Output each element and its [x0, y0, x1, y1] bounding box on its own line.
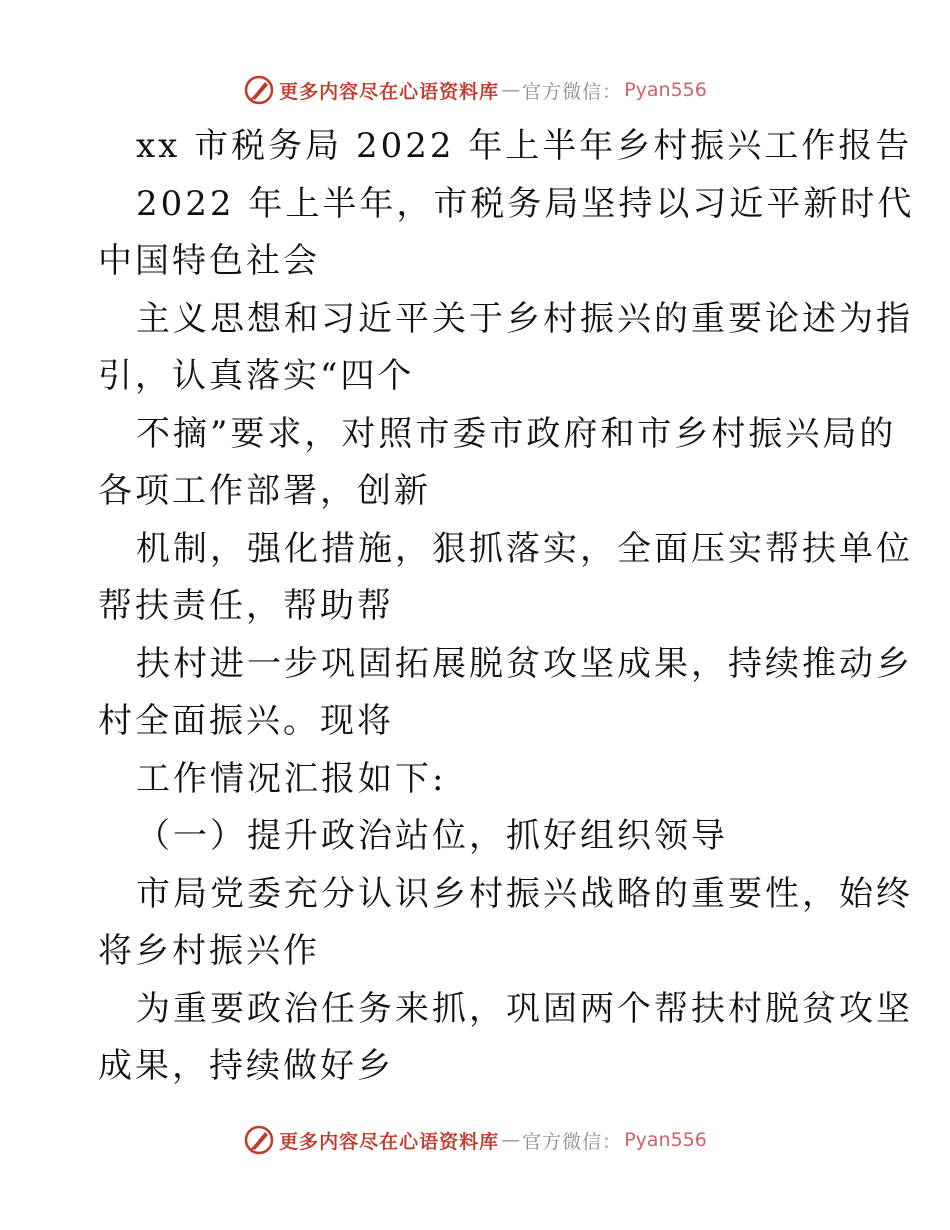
document-line: 工作情况汇报如下:: [136, 758, 447, 799]
document-line: 2022 年上半年，市税务局坚持以习近平新时代: [136, 183, 915, 224]
watermark-official-label: 官方微信：: [522, 80, 623, 103]
watermark-dash: —: [501, 79, 521, 101]
document-line: （一）提升政治站位，抓好组织领导: [136, 816, 728, 856]
footer-watermark: [0, 1122, 950, 1158]
quill-pen-logo-icon: [243, 1124, 275, 1156]
document-line: 成果，持续做好乡: [98, 1046, 394, 1086]
document-line: 中国特色社会: [98, 241, 320, 281]
document-line: 市局党委充分认识乡村振兴战略的重要性，始终: [136, 873, 913, 914]
watermark-wechat-id: Pyan556: [624, 1129, 707, 1151]
document-line: 引，认真落实“四个: [98, 356, 415, 396]
watermark-wechat-id: Pyan556: [624, 79, 707, 101]
document-body: [98, 118, 915, 1096]
quill-pen-logo-icon: [243, 74, 275, 106]
document-line: xx 市税务局 2022 年上半年乡村振兴工作报告: [136, 126, 913, 166]
watermark-dash: —: [501, 1129, 521, 1151]
document-line: 不摘”要求，对照市委市政府和市乡村振兴局的: [136, 413, 897, 454]
document-line: 主义思想和习近平关于乡村振兴的重要论述为指: [136, 298, 913, 339]
document-line: 村全面振兴。现将: [98, 701, 394, 741]
document-line: 机制，强化措施，狠抓落实，全面压实帮扶单位: [136, 528, 913, 569]
document-line: 扶村进一步巩固拓展脱贫攻坚成果，持续推动乡: [136, 643, 913, 684]
document-line: 帮扶责任，帮助帮: [98, 586, 394, 626]
document-line: 为重要政治任务来抓，巩固两个帮扶村脱贫攻坚: [136, 988, 913, 1029]
watermark-brand-text: 更多内容尽在心语资料库: [279, 1130, 500, 1153]
document-line: 各项工作部署，创新: [98, 471, 431, 511]
watermark-official-label: 官方微信：: [522, 1130, 623, 1153]
document-line: 将乡村振兴作: [98, 931, 320, 971]
header-watermark: [0, 72, 950, 108]
watermark-brand-text: 更多内容尽在心语资料库: [279, 80, 500, 103]
